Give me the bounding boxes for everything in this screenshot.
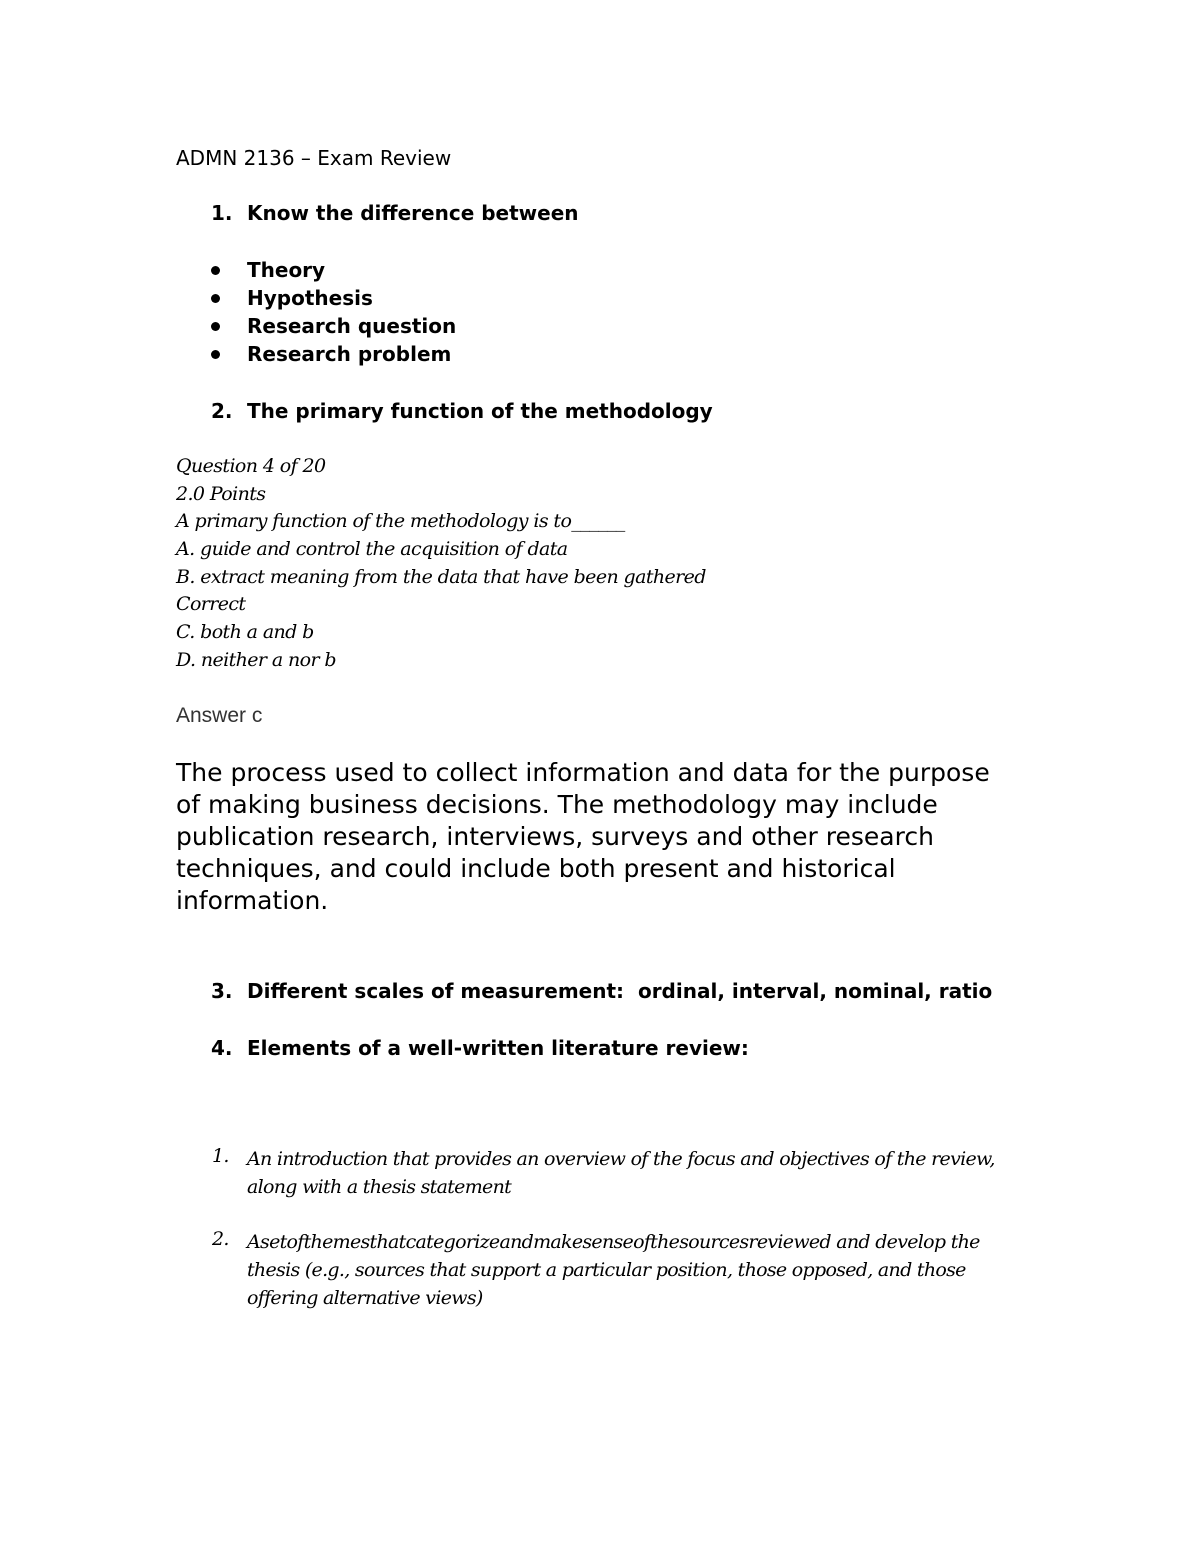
- q1-heading: [211, 201, 911, 227]
- lit-review-item-1: [0, 1145, 1100, 1205]
- bullet-label: Theory: [247, 258, 326, 282]
- q1-heading-text: Know the difference between: [247, 201, 579, 225]
- quiz-option-a: A. guide and control the acquisition of data: [176, 538, 568, 560]
- q2-heading: [211, 399, 911, 425]
- q3-number: 3.: [211, 979, 233, 1003]
- bullet-item-theory: [0, 258, 800, 284]
- quiz-question-number: Question 4 of 20: [176, 455, 326, 477]
- lit-review-item-2: [0, 1228, 1100, 1318]
- q2-number: 2.: [211, 399, 233, 423]
- quiz-points: 2.0 Points: [176, 483, 266, 505]
- methodology-definition: The process used to collect information and data for the purpose of making business decisions. The methodology may include publication research, interviews, surveys and other research techniques, and could include both present and historical information.: [176, 758, 990, 915]
- quiz-correct-label: Correct: [176, 593, 246, 615]
- lit-review-item-number: 2.: [212, 1228, 229, 1250]
- q1-number: 1.: [211, 201, 233, 225]
- bullet-item-hypothesis: [0, 286, 800, 312]
- q2-heading-text: The primary function of the methodology: [247, 399, 713, 423]
- lit-review-item-text: Asetofthemesthatcategorizeandmakesenseofthesourcesreviewed and develop the thesis (e.g., sources that support a particular position, those opposed, and those offering alternative views): [247, 1231, 980, 1309]
- lit-review-item-text: An introduction that provides an overview of the focus and objectives of the review, along with a thesis statement: [247, 1148, 995, 1198]
- bullet-item-research-question: [0, 314, 800, 340]
- lit-review-item-number: 1.: [212, 1145, 229, 1167]
- document-title: ADMN 2136 – Exam Review: [176, 146, 452, 170]
- bullet-item-research-problem: [0, 342, 800, 368]
- quiz-option-d: D. neither a nor b: [176, 649, 336, 671]
- quiz-prompt: A primary function of the methodology is to______: [176, 510, 625, 532]
- bullet-icon: [211, 322, 220, 331]
- q3-heading-text: Different scales of measurement: ordinal, interval, nominal, ratio: [247, 979, 993, 1003]
- quiz-option-b: B. extract meaning from the data that have been gathered: [176, 566, 706, 588]
- bullet-icon: [211, 266, 220, 275]
- bullet-label: Research problem: [247, 342, 452, 366]
- answer-text: Answer c: [176, 704, 263, 727]
- quiz-option-c: C. both a and b: [176, 621, 314, 643]
- q4-heading-text: Elements of a well-written literature review:: [247, 1036, 749, 1060]
- bullet-icon: [211, 294, 220, 303]
- bullet-icon: [211, 350, 220, 359]
- bullet-label: Research question: [247, 314, 457, 338]
- q3-heading: [211, 979, 1031, 1005]
- q4-heading: [211, 1036, 911, 1062]
- bullet-label: Hypothesis: [247, 286, 373, 310]
- q4-number: 4.: [211, 1036, 233, 1060]
